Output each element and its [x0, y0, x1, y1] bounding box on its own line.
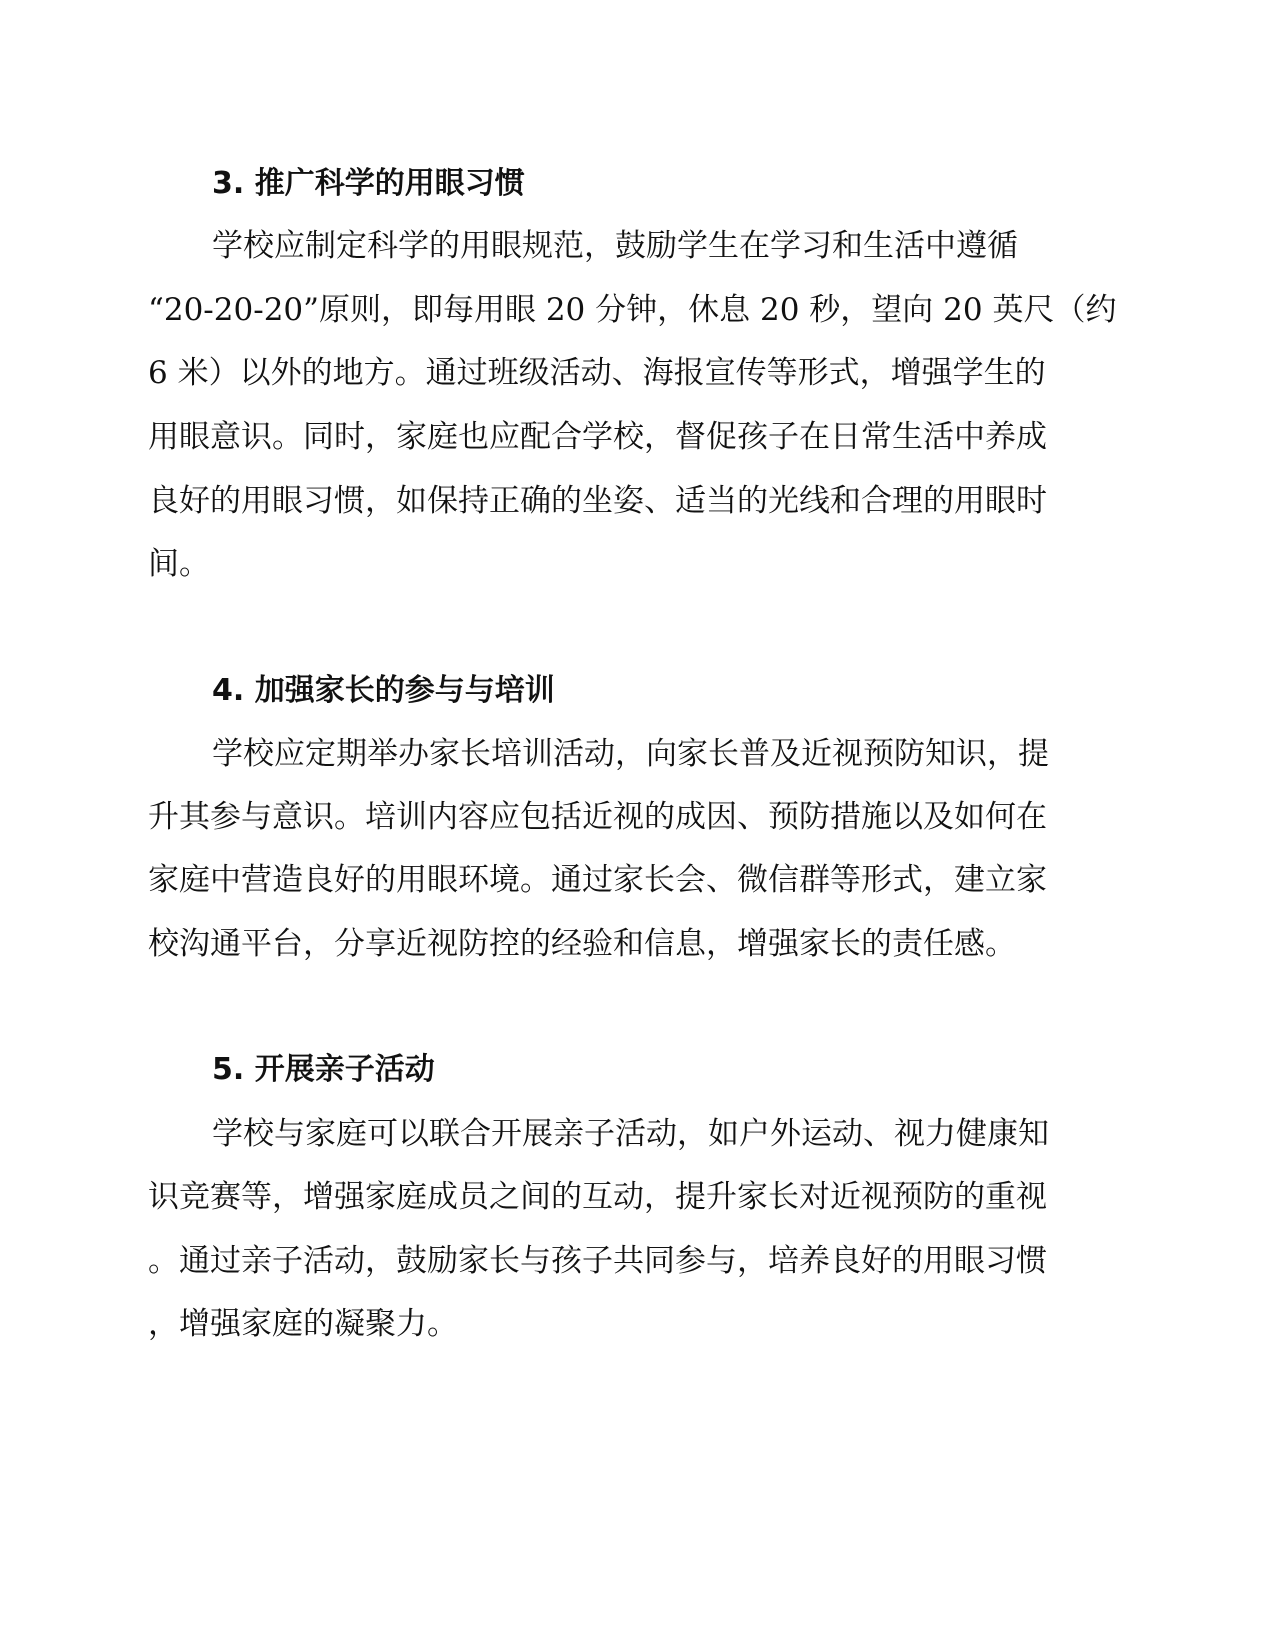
- section-3-line-2: “20-20-20”原则，即每用眼 20 分钟，休息 20 秒，望向 20 英尺（约: [148, 292, 1117, 328]
- section-4-line-1: 学校应定期举办家长培训活动，向家长普及近视预防知识，提: [212, 736, 1049, 772]
- section-3-line-6: 间。: [148, 546, 210, 582]
- section-3-line-3: 6 米）以外的地方。通过班级活动、海报宣传等形式，增强学生的: [148, 355, 1046, 391]
- section-3-line-5: 良好的用眼习惯，如保持正确的坐姿、适当的光线和合理的用眼时: [148, 483, 1047, 519]
- section-3-line-1: 学校应制定科学的用眼规范，鼓励学生在学习和生活中遵循: [212, 228, 1018, 264]
- section-4-line-2: 升其参与意识。培训内容应包括近视的成因、预防措施以及如何在: [148, 799, 1047, 835]
- section-3-line-4: 用眼意识。同时，家庭也应配合学校，督促孩子在日常生活中养成: [148, 419, 1047, 455]
- section-3-heading: 3. 推广科学的用眼习惯: [212, 166, 525, 201]
- section-5-line-4: ，增强家庭的凝聚力。: [148, 1306, 458, 1342]
- section-4-line-4: 校沟通平台，分享近视防控的经验和信息，增强家长的责任感。: [148, 926, 1016, 962]
- section-5-line-1: 学校与家庭可以联合开展亲子活动，如户外运动、视力健康知: [212, 1116, 1049, 1152]
- section-4-line-3: 家庭中营造良好的用眼环境。通过家长会、微信群等形式，建立家: [148, 862, 1047, 898]
- section-4-heading: 4. 加强家长的参与与培训: [212, 673, 555, 708]
- section-5-line-2: 识竞赛等，增强家庭成员之间的互动，提升家长对近视预防的重视: [148, 1179, 1047, 1215]
- section-5-heading: 5. 开展亲子活动: [212, 1052, 435, 1087]
- section-5-line-3: 。通过亲子活动，鼓励家长与孩子共同参与，培养良好的用眼习惯: [148, 1243, 1047, 1279]
